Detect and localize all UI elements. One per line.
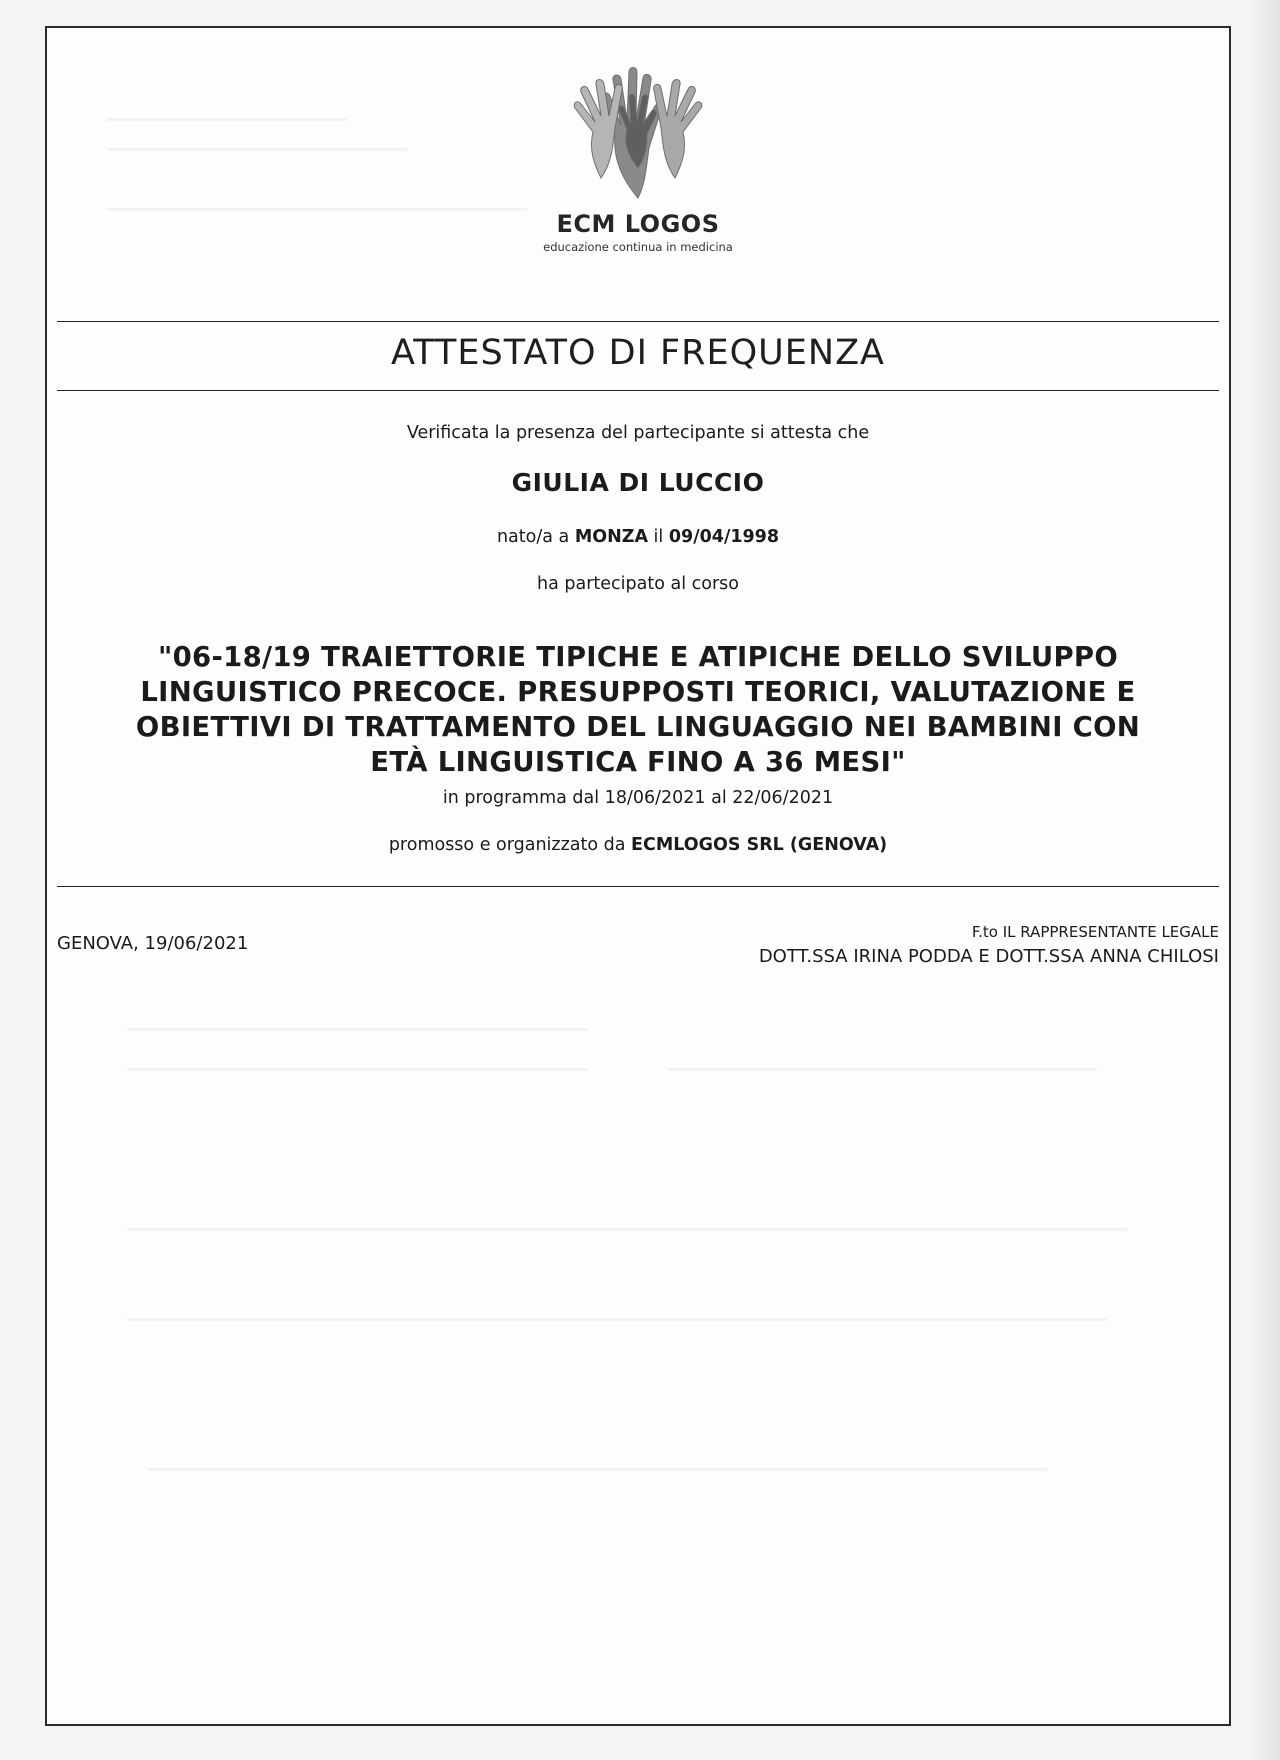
organizer-name: ECMLOGOS SRL (GENOVA) [631,835,888,855]
course-dates: in programma dal 18/06/2021 al 22/06/2021 [442,788,834,808]
bleed-through-text [127,1028,587,1031]
signature-role: F.to IL RAPPRESENTANTE LEGALE [971,923,1219,941]
ecm-logos-logo [47,58,1229,254]
course-title-line: "06-18/19 TRAIETTORIE TIPICHE E ATIPICHE DELLO SVILUPPO [157,641,1119,673]
bleed-through-text [667,1068,1097,1071]
title-divider [57,390,1219,391]
course-title-line: ETÀ LINGUISTICA FINO A 36 MESI" [370,746,906,778]
organizer-prefix: promosso e organizzato da [388,835,632,855]
course-title [77,640,1199,780]
bleed-through-text [127,1068,587,1071]
course-title-line: OBIETTIVI DI TRATTAMENTO DEL LINGUAGGIO NEI BAMBINI CON [135,711,1141,743]
birth-info [47,527,1229,547]
birth-prefix: nato/a a [496,527,575,547]
birth-city: MONZA [574,527,648,547]
birth-date: 09/04/1998 [668,527,780,547]
participant-name: GIULIA DI LUCCIO [511,468,765,497]
footer-divider [57,886,1219,887]
bleed-through-text [127,1318,1107,1321]
signature-names: DOTT.SSA IRINA PODDA E DOTT.SSA ANNA CHILOSI [758,946,1219,967]
certificate-title: ATTESTATO DI FREQUENZA [391,333,885,373]
certificate-frame [45,26,1231,1726]
organizer [47,835,1229,855]
participation-text: ha partecipato al corso [537,574,739,594]
brand-tagline: educazione continua in medicina [543,240,733,254]
birth-mid: il [647,527,669,547]
place-and-date: GENOVA, 19/06/2021 [57,933,249,954]
paper-edge [1246,0,1280,1760]
attestation-intro: Verificata la presenza del partecipante si attesta che [406,423,870,443]
bleed-through-text [147,1468,1047,1471]
hands-logo-icon [563,58,713,208]
course-title-line: LINGUISTICO PRECOCE. PRESUPPOSTI TEORICI, VALUTAZIONE E [140,676,1136,708]
bleed-through-text [127,1228,1127,1231]
brand-name: ECM LOGOS [556,210,720,238]
top-divider [57,321,1219,322]
